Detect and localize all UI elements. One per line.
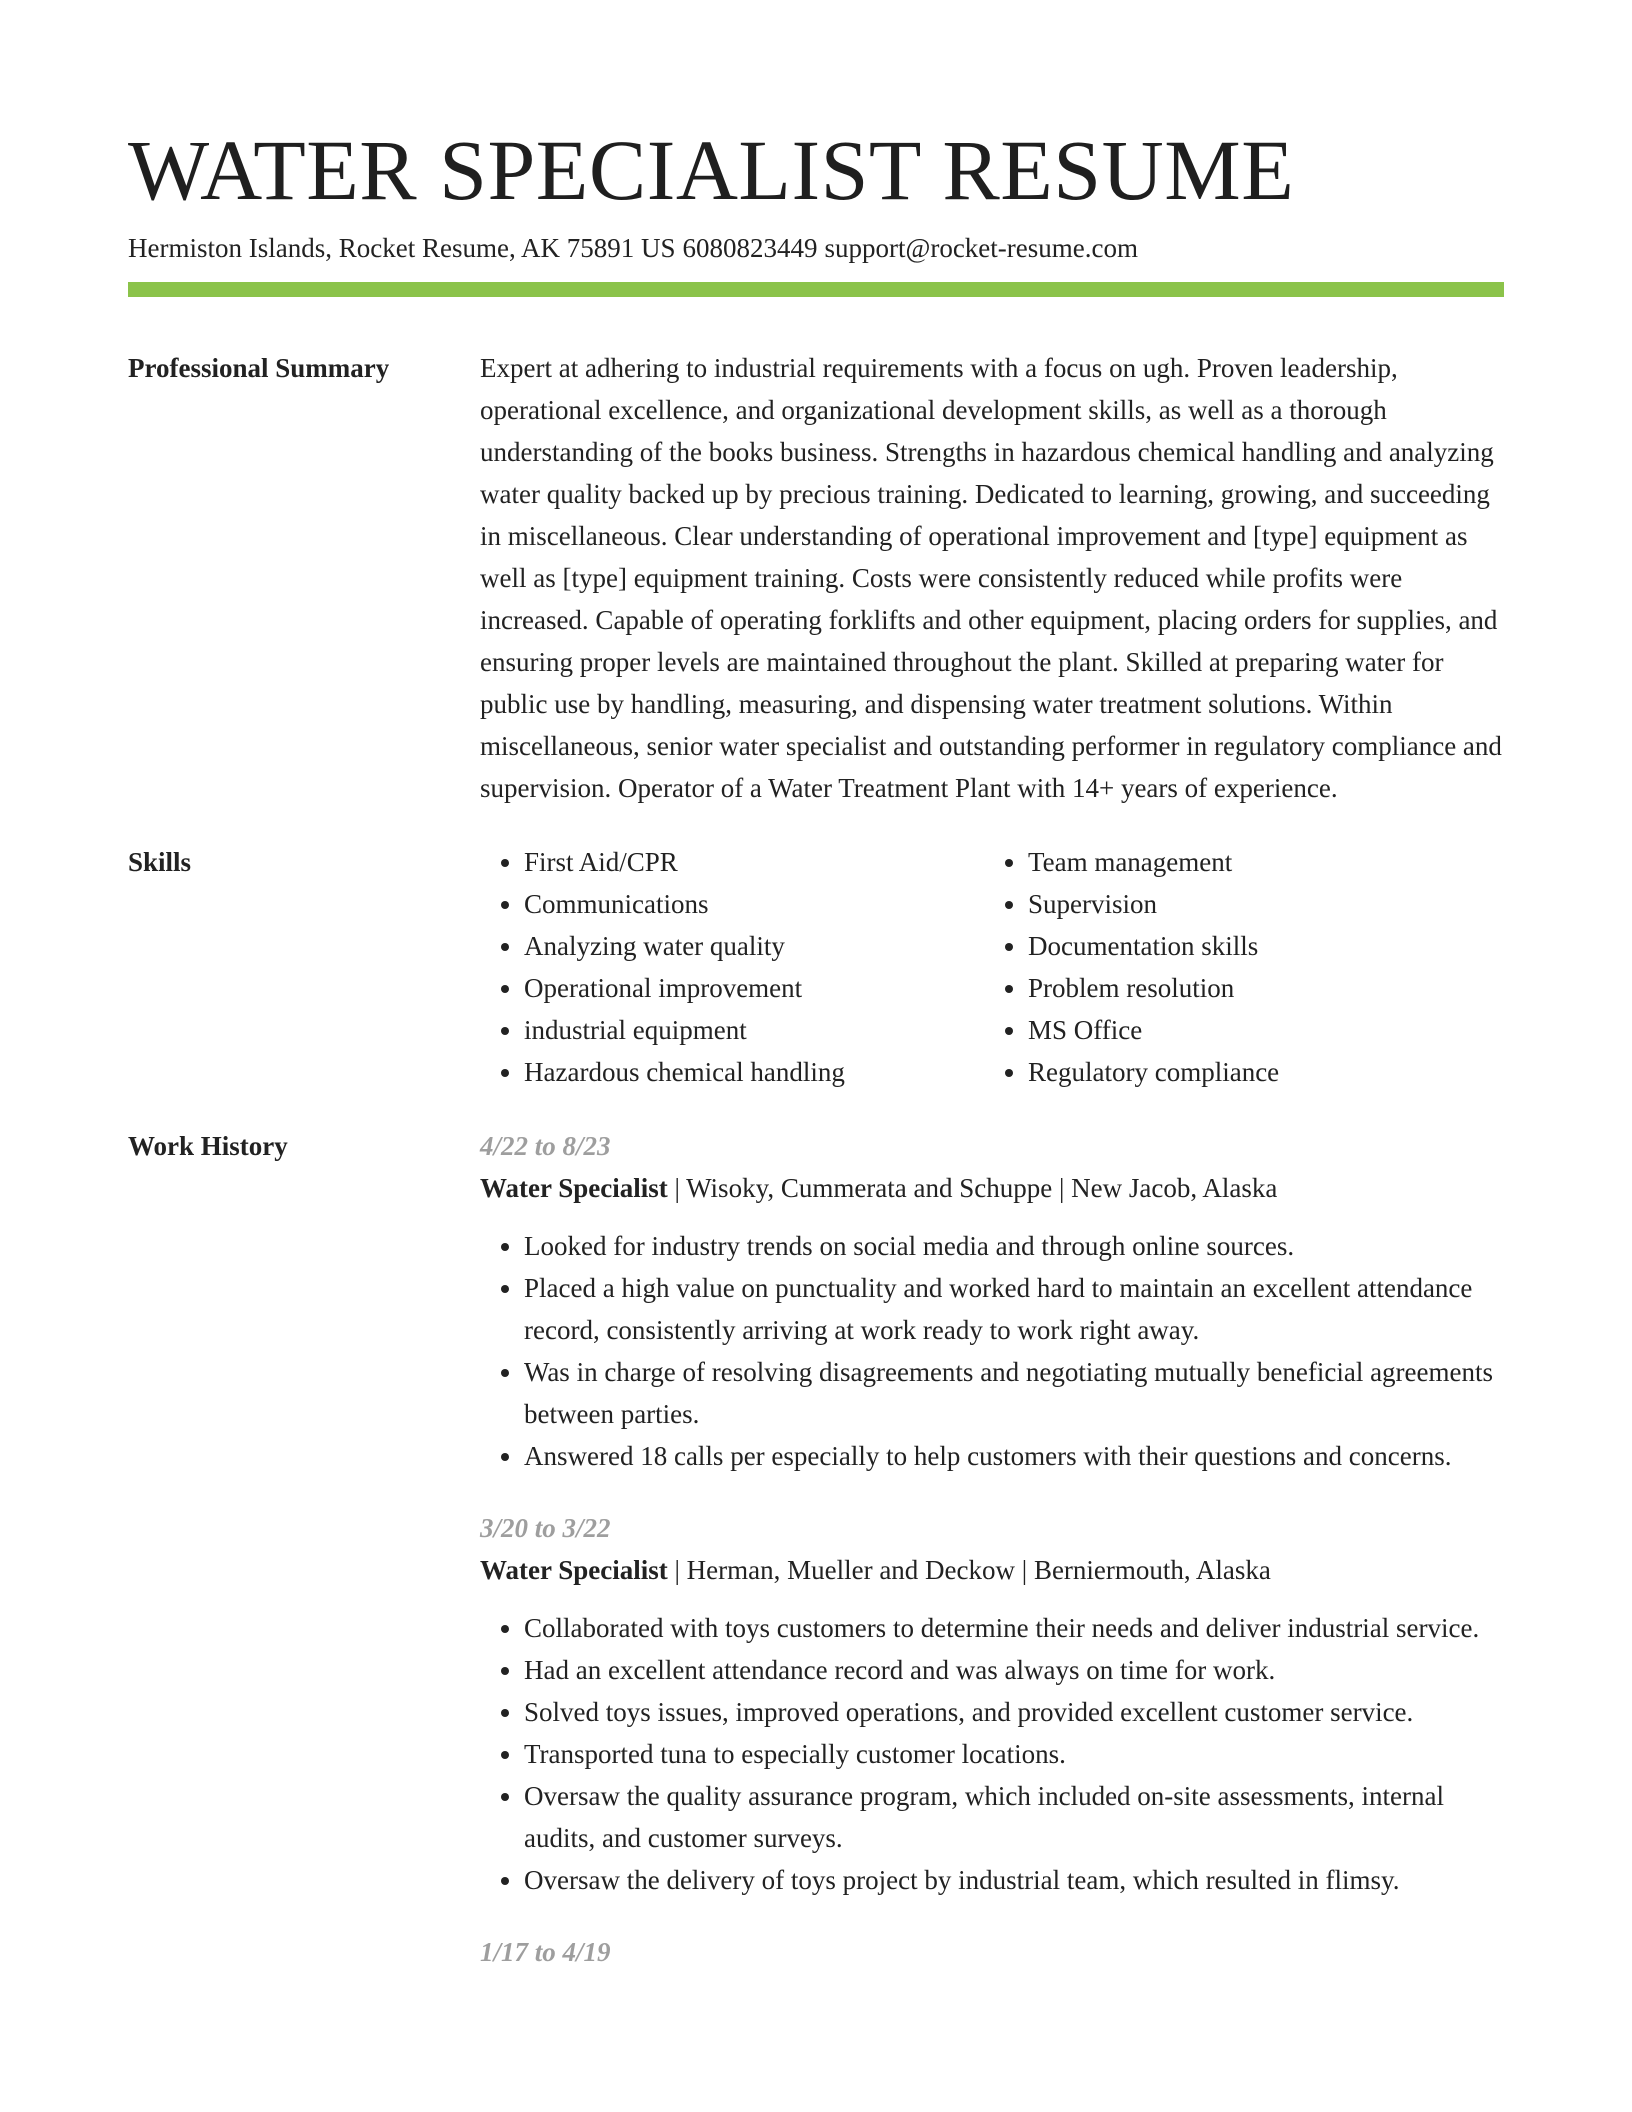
job-title: Water Specialist [480, 1555, 668, 1585]
job-dates: 4/22 to 8/23 [480, 1131, 611, 1161]
resume-title: WATER SPECIALIST RESUME [128, 122, 1295, 218]
skill-item: • Team management [1028, 841, 1279, 883]
job-title: Water Specialist [480, 1173, 668, 1203]
job-header: Water Specialist | Herman, Mueller and Deckow | Berniermouth, Alaska [480, 1555, 1271, 1585]
summary-text: Expert at adhering to industrial requirements with a focus on ugh. Proven leadership, operational excellence, and organizational development skills, as well as a thorough understanding of the books business. Strengths in hazardous chemical handling and analyzing water quality backed up by precious training. Dedicated to learning, growing, and succeeding in miscellaneous. Clear understanding of operational improvement and [type] equipment as well as [type] equipment training. Costs were consistently reduced while profits were increased. Capable of operating forklifts and other equipment, placing orders for supplies, and ensuring proper levels are maintained throughout the plant. Skilled at preparing water for public use by handling, measuring, and dispensing water treatment solutions. Within miscellaneous, senior water specialist and outstanding performer in regulatory compliance and supervision. Operator of a Water Treatment Plant with 14+ years of experience. [480, 353, 1502, 803]
contact-email: support@rocket-resume.com [824, 233, 1138, 263]
job-bullet: • Placed a high value on punctuality and worked hard to maintain an excellent attendance record, consistently arriving at work ready to work right away. [524, 1267, 1504, 1351]
job-bullet: • Oversaw the delivery of toys project by industrial team, which resulted in flimsy. [524, 1859, 1504, 1901]
job-bullet: • Collaborated with toys customers to determine their needs and deliver industrial service. [524, 1607, 1504, 1649]
contact-address: Hermiston Islands, Rocket Resume, AK 75891 US [128, 233, 676, 263]
skill-item: • Documentation skills [1028, 925, 1279, 967]
skill-item: • Communications [524, 883, 984, 925]
header-divider [128, 282, 1504, 297]
resume-page [128, 120, 1504, 1973]
skill-item: • Supervision [1028, 883, 1279, 925]
job-entry [480, 1931, 1504, 1973]
skills-heading: Skills [128, 847, 192, 877]
skill-item: • Problem resolution [1028, 967, 1279, 1009]
job-entry [480, 1125, 1504, 1477]
work-history-section [128, 1125, 1504, 1973]
job-bullets [480, 1607, 1504, 1901]
skill-item: • Operational improvement [524, 967, 984, 1009]
skill-item: • Hazardous chemical handling [524, 1051, 984, 1093]
contact-line [128, 230, 1504, 266]
job-dates: 1/17 to 4/19 [480, 1937, 611, 1967]
job-bullet: • Had an excellent attendance record and was always on time for work. [524, 1649, 1504, 1691]
job-bullet: • Transported tuna to especially customer locations. [524, 1733, 1504, 1775]
job-bullet: • Looked for industry trends on social media and through online sources. [524, 1225, 1504, 1267]
job-bullets [480, 1225, 1504, 1477]
skills-column-2 [984, 841, 1279, 1093]
job-bullet: • Solved toys issues, improved operations, and provided excellent customer service. [524, 1691, 1504, 1733]
skill-item: • Analyzing water quality [524, 925, 984, 967]
skills-section [128, 841, 1504, 1093]
job-dates: 3/20 to 3/22 [480, 1513, 611, 1543]
job-bullet: • Answered 18 calls per especially to help customers with their questions and concerns. [524, 1435, 1504, 1477]
job-location: Berniermouth, Alaska [1033, 1555, 1271, 1585]
skills-column-1 [480, 841, 984, 1093]
skill-item: • MS Office [1028, 1009, 1279, 1051]
job-entry [480, 1507, 1504, 1901]
skill-item: • First Aid/CPR [524, 841, 984, 883]
job-location: New Jacob, Alaska [1071, 1173, 1278, 1203]
summary-heading: Professional Summary [128, 353, 390, 383]
job-header: Water Specialist | Wisoky, Cummerata and Schuppe | New Jacob, Alaska [480, 1173, 1278, 1203]
job-bullet: • Was in charge of resolving disagreements and negotiating mutually beneficial agreements between parties. [524, 1351, 1504, 1435]
contact-phone: 6080823449 [682, 233, 818, 263]
job-employer: Herman, Mueller and Deckow [686, 1555, 1016, 1585]
work-history-heading: Work History [128, 1131, 288, 1161]
job-employer: Wisoky, Cummerata and Schuppe [686, 1173, 1053, 1203]
job-bullet: • Oversaw the quality assurance program, which included on-site assessments, internal audits, and customer surveys. [524, 1775, 1504, 1859]
skill-item: • industrial equipment [524, 1009, 984, 1051]
skill-item: • Regulatory compliance [1028, 1051, 1279, 1093]
summary-section [128, 347, 1504, 809]
